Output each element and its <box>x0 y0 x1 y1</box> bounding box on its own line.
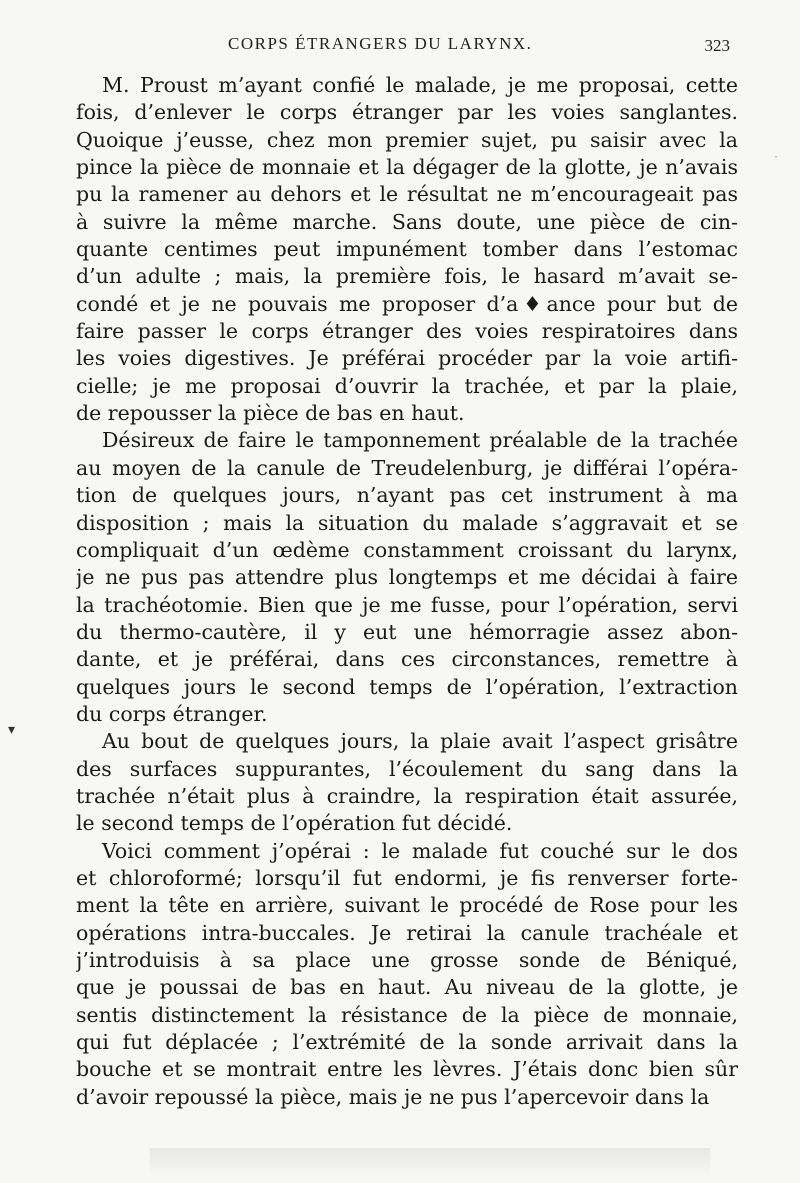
text-line: faire passer le corps étranger des voies respiratoires dans <box>76 319 738 344</box>
paragraph <box>76 838 738 1111</box>
paragraph <box>76 427 738 728</box>
paragraph <box>76 72 738 427</box>
text-line: tion de quelques jours, n’ayant pas cet instrument à ma <box>76 483 738 508</box>
text-line: dante, et je préférai, dans ces circonstances, remettre à <box>76 647 738 672</box>
text-line: cielle; je me proposai d’ouvrir la trachée, et par la plaie, <box>76 373 738 398</box>
text-line: d’un adulte ; mais, la première fois, le hasard m’avait se- <box>76 264 738 289</box>
text-line: Quoique j’eusse, chez mon premier sujet, pu saisir avec la <box>76 127 738 152</box>
text-line: et chloroformé; lorsqu’il fut endormi, je fis renverser forte- <box>76 865 738 890</box>
paragraph <box>76 728 738 837</box>
page-number: 323 <box>704 36 730 55</box>
text-line: compliquait d’un œdème constamment croissant du larynx, <box>76 537 738 562</box>
text-line: j’introduisis à sa place une grosse sonde de Béniqué, <box>76 948 738 972</box>
text-line: condé et je ne pouvais me proposer d’a♦ance pour but de <box>76 291 738 316</box>
text-line: que je poussai de bas en haut. Au niveau de la glotte, je <box>76 975 738 1000</box>
margin-speck: · <box>774 150 778 164</box>
text-line: la trachéotomie. Bien que je me fusse, pour l’opération, servi <box>76 592 738 617</box>
body-text <box>76 72 738 1111</box>
text-line: qui fut déplacée ; l’extrémité de la sonde arrivait dans la <box>76 1030 738 1055</box>
text-line: du thermo-cautère, il y eut une hémorragie assez abon- <box>76 619 738 644</box>
text-line: quante centimes peut impunément tomber dans l’estomac <box>76 237 738 262</box>
text-line: ment la tête en arrière, suivant le procédé de Rose pour les <box>76 893 738 918</box>
text-line: les voies digestives. Je préférai procéder par la voie artifi- <box>76 346 738 371</box>
text-line: de repousser la pièce de bas en haut. <box>76 401 465 426</box>
text-line: fois, d’enlever le corps étranger par les voies sanglantes. <box>76 100 738 125</box>
text-line: d’avoir repoussé la pièce, mais je ne pus l’apercevoir dans la <box>76 1084 710 1109</box>
text-line: Désireux de faire le tamponnement préalable de la trachée <box>102 428 738 453</box>
text-line: Voici comment j’opérai : le malade fut couché sur le dos <box>102 838 738 863</box>
page-header <box>0 32 800 62</box>
margin-mark: ▾ <box>8 722 16 738</box>
text-line: pince la pièce de monnaie et la dégager de la glotte, je n’avais <box>76 155 738 180</box>
text-line: à suivre la même marche. Sans doute, une pièce de cin- <box>76 209 738 234</box>
text-line: pu la ramener au dehors et le résultat ne m’encourageait pas <box>76 182 738 207</box>
text-line: quelques jours le second temps de l’opération, l’extraction <box>76 674 738 699</box>
text-line: opérations intra-buccales. Je retirai la canule trachéale et <box>76 920 738 945</box>
text-line: bouche et se montrait entre les lèvres. J’étais donc bien sûr <box>76 1057 738 1082</box>
text-line: sentis distinctement la résistance de la pièce de monnaie, <box>76 1002 738 1027</box>
text-line: le second temps de l’opération fut décidé. <box>76 811 513 836</box>
text-line: des surfaces suppurantes, l’écoulement du sang dans la <box>76 756 738 781</box>
text-line: trachée n’était plus à craindre, la respiration était assurée, <box>76 783 738 808</box>
running-title: CORPS ÉTRANGERS DU LARYNX. <box>228 34 533 53</box>
text-line: au moyen de la canule de Treudelenburg, je différai l’opéra- <box>76 455 738 480</box>
text-line: du corps étranger. <box>76 701 268 726</box>
text-line: je ne pus pas attendre plus longtemps et me décidai à faire <box>76 565 738 590</box>
show-through-shadow <box>150 1148 710 1178</box>
text-line: disposition ; mais la situation du malade s’aggravait et se <box>76 510 738 535</box>
text-line: M. Proust m’ayant confié le malade, je me proposai, cette <box>102 73 738 97</box>
text-line: Au bout de quelques jours, la plaie avait l’aspect grisâtre <box>102 729 738 754</box>
